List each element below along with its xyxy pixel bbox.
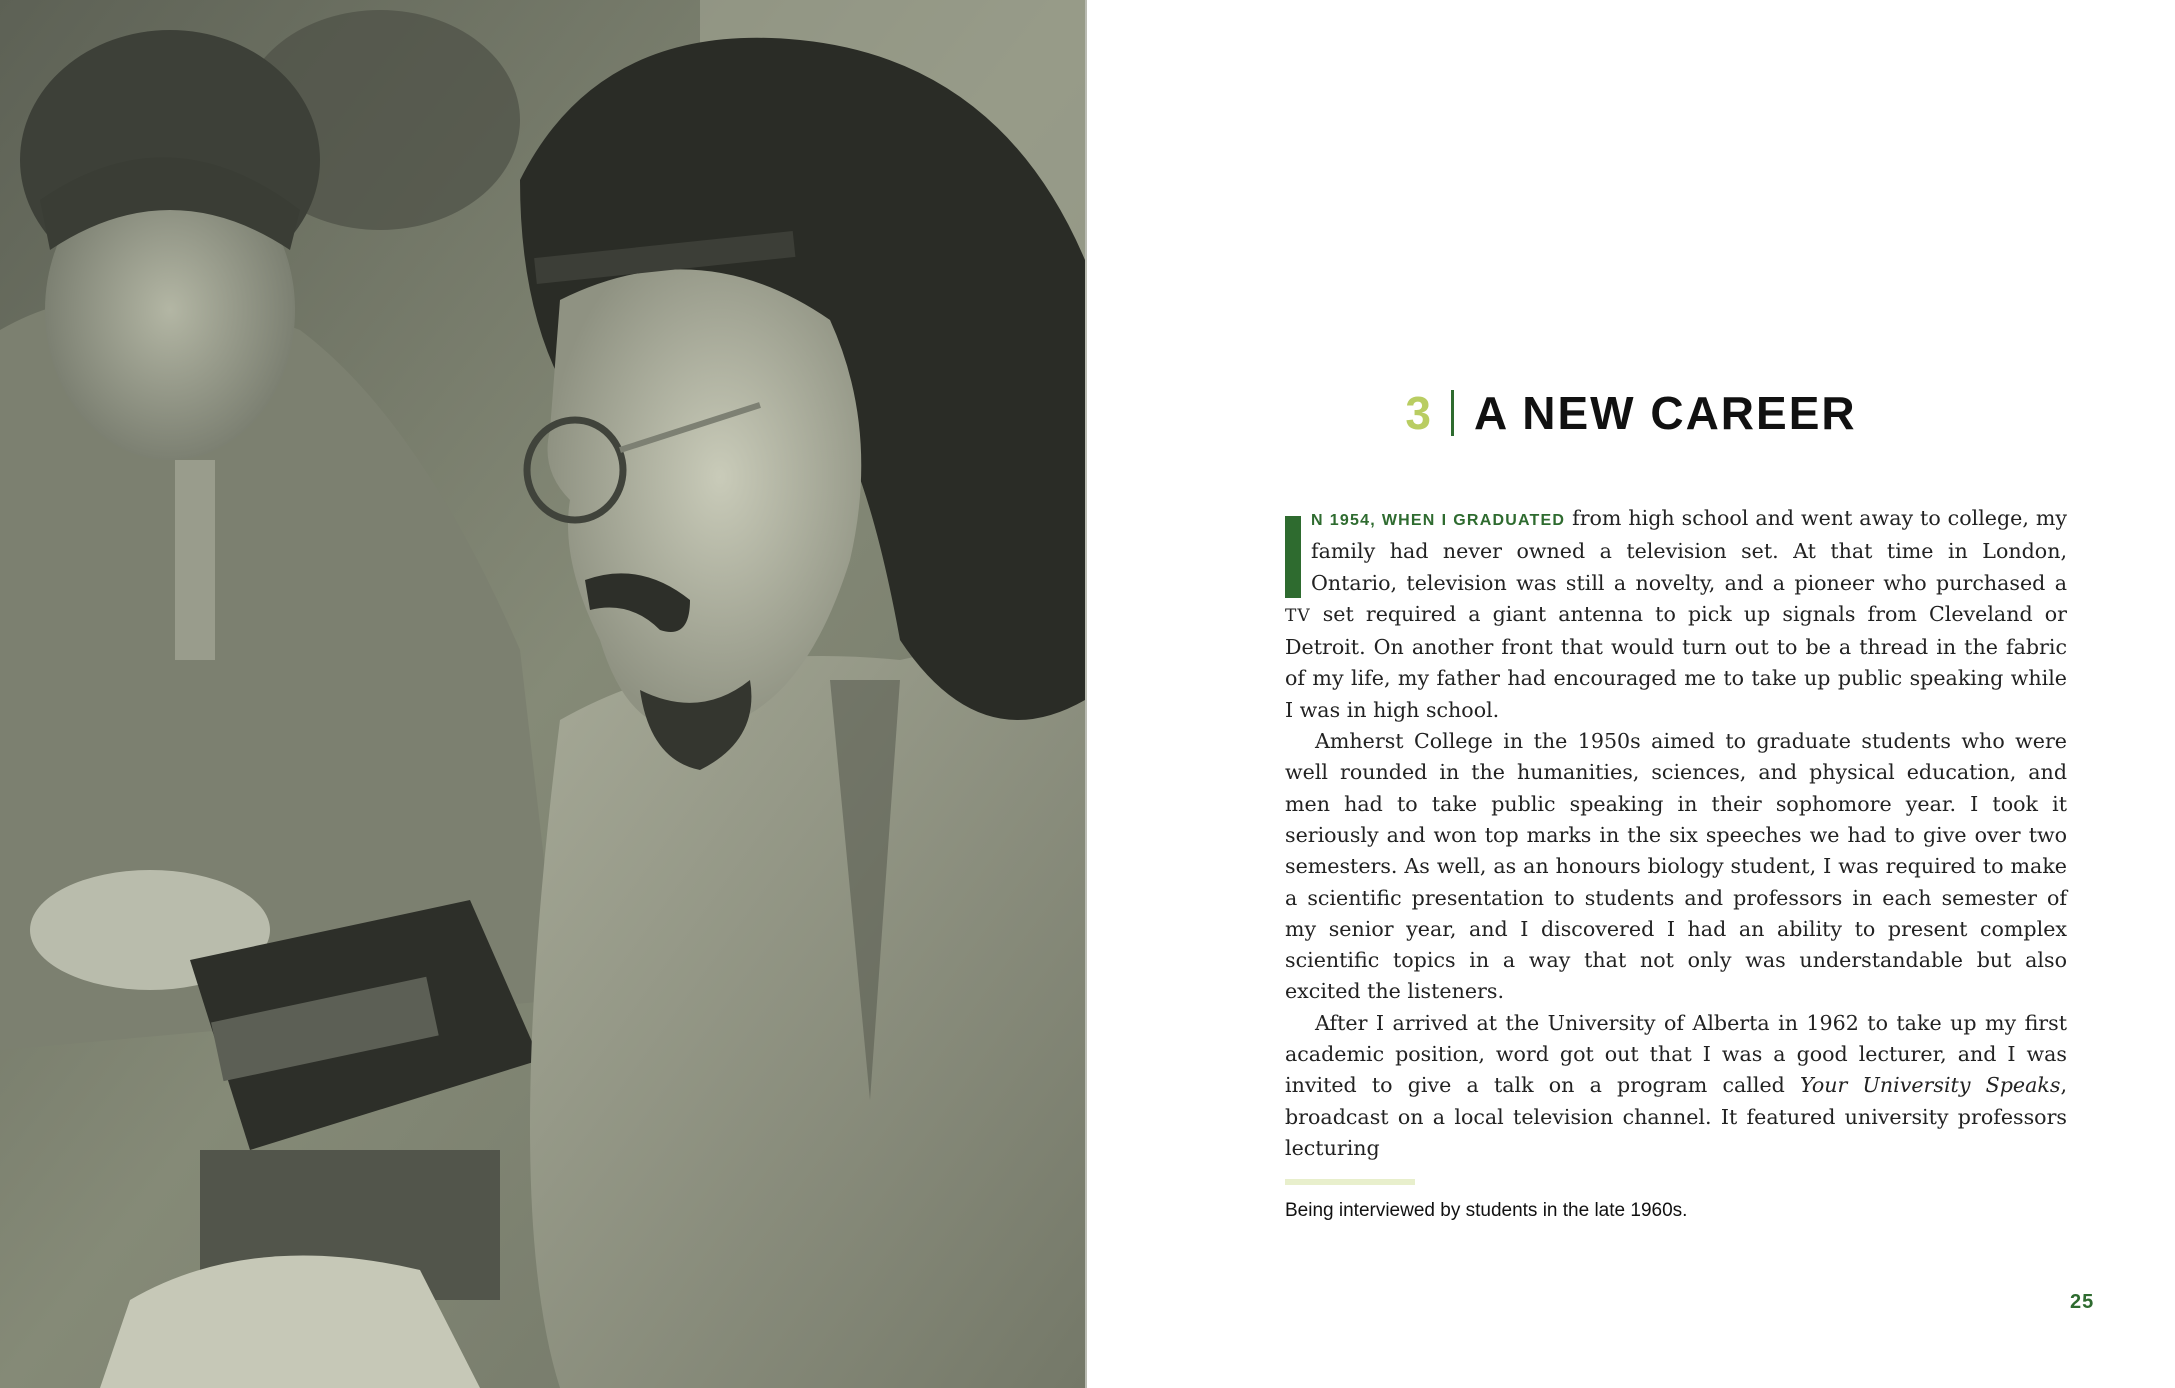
paragraph-1-text-a: from high school and went away to college, my family had never owned a television set. At that time in London, Ontario, television was still a novelty, and a pioneer who purchased a — [1311, 506, 2067, 595]
paragraph-3-text-a: After I arrived at the University of Alberta in 1962 to take up my first academic position, word got out that I was a good lecturer, and I was invited to give a talk on a program called — [1285, 1010, 2067, 1098]
page-number: 25 — [2070, 1291, 2095, 1313]
photograph-interview-icon — [0, 0, 1085, 1388]
chapter-heading — [1087, 383, 2175, 443]
paragraph-1 — [1285, 503, 2067, 726]
paragraph-1-text-b: set required a giant antenna to pick up signals from Cleveland or Detroit. On another front that would turn out to be a thread in the fabric of my life, my father had encouraged me to take up public speaking while I was in high school. — [1285, 601, 2067, 722]
chapter-divider — [1451, 390, 1454, 436]
photograph — [0, 0, 1085, 1388]
program-title: Your University Speaks — [1800, 1073, 2061, 1098]
paragraph-3 — [1285, 1008, 2067, 1164]
lead-in: N 1954, WHEN I GRADUATED — [1311, 512, 1566, 529]
chapter-title: A NEW CAREER — [1473, 387, 1857, 439]
paragraph-2: Amherst College in the 1950s aimed to graduate students who were well rounded in the humanities, sciences, and physical education, and men had to take public speaking in their sophomore year. I took it seriously and won top marks in the six speeches we had to give over two semesters. As well, as an honours biology student, I was required to make a scientific presentation to students and professors in each semester of my senior year, and I discovered I had an ability to present complex scientific topics in a way that not only was understandable but also excited the listeners. — [1285, 729, 2067, 1004]
body-text — [1285, 503, 2067, 1164]
tv-abbreviation: TV — [1285, 605, 1311, 626]
caption-rule — [1285, 1179, 1415, 1185]
paragraph-3-text-b: , broadcast on a local television channel. It featured university professors lecturing — [1285, 1073, 2067, 1160]
photo-caption: Being interviewed by students in the late 1960s. — [1285, 1200, 1688, 1221]
chapter-number: 3 — [1405, 387, 1433, 439]
drop-cap-bar — [1285, 516, 1301, 598]
text-page — [1087, 0, 2175, 1388]
